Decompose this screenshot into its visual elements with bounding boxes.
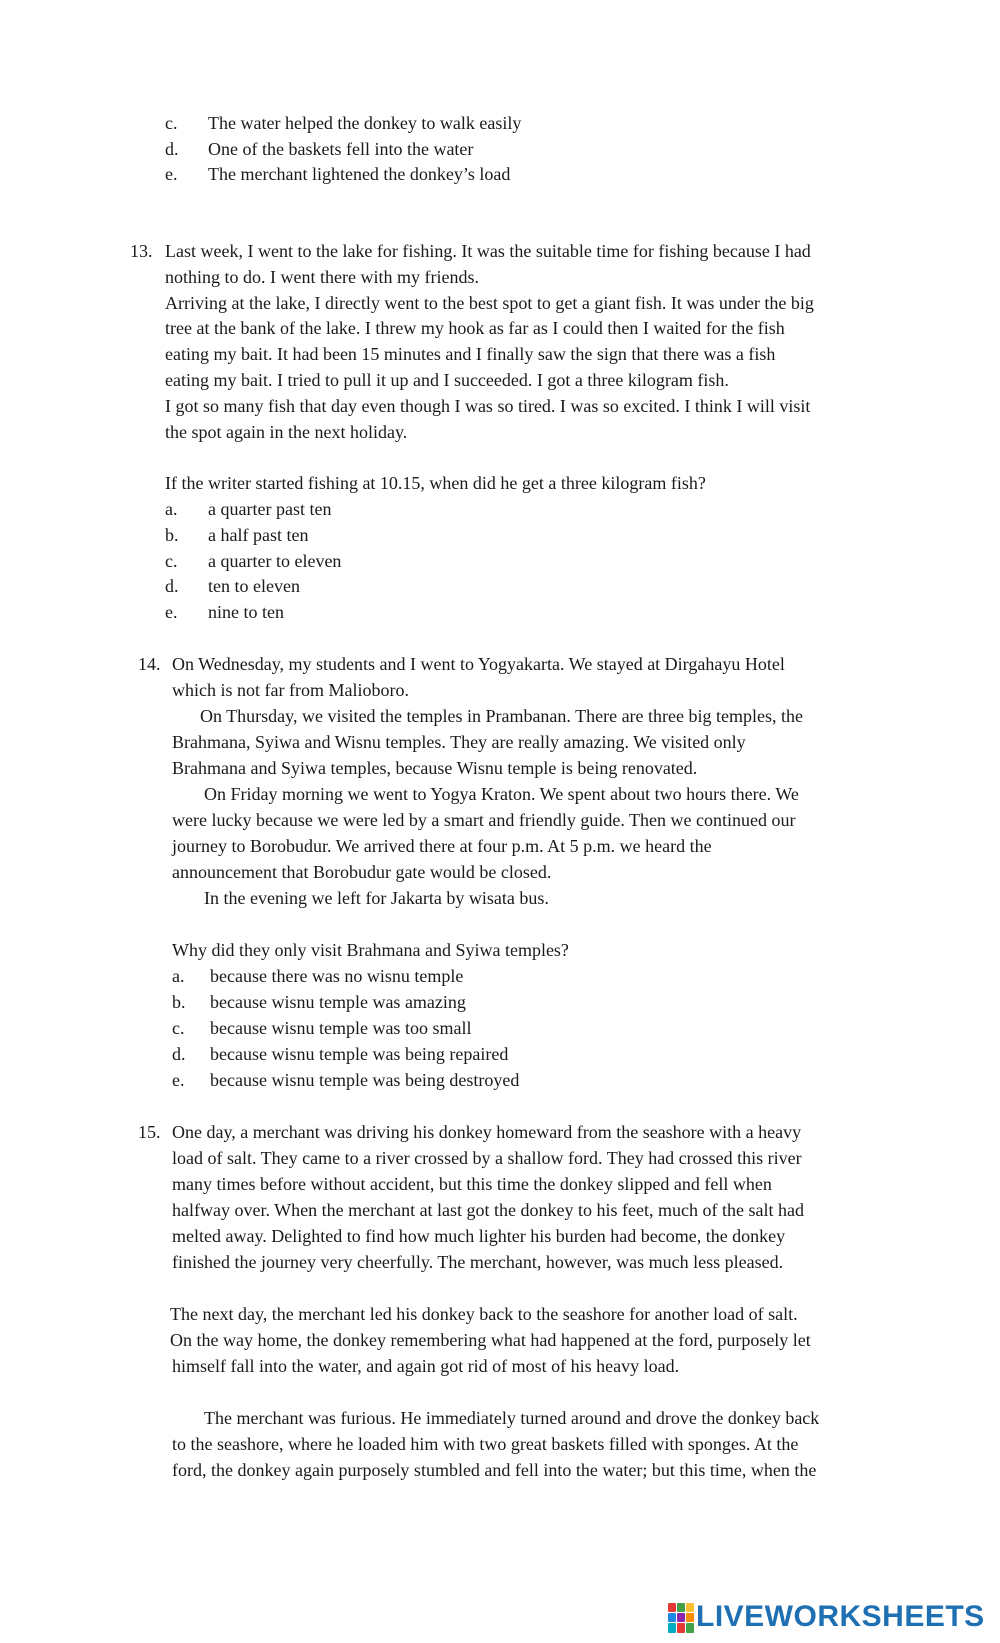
passage-line: eating my bait. It had been 15 minutes and I finally saw the sign that there was a fish bbox=[165, 344, 776, 364]
passage-line: many times before without accident, but this time the donkey slipped and fell when bbox=[172, 1174, 772, 1194]
passage-line: Arriving at the lake, I directly went to the best spot to get a giant fish. It was under the big bbox=[165, 293, 814, 313]
passage-line: Brahmana and Syiwa temples, because Wisnu temple is being renovated. bbox=[172, 758, 698, 778]
passage-line: finished the journey very cheerfully. The merchant, however, was much less pleased. bbox=[172, 1252, 784, 1272]
passage-line: On Wednesday, my students and I went to Yogyakarta. We stayed at Dirgahayu Hotel bbox=[172, 654, 785, 674]
passage-line: On the way home, the donkey remembering what had happened at the ford, purposely let bbox=[170, 1330, 811, 1350]
passage-line: himself fall into the water, and again got rid of most of his heavy load. bbox=[172, 1356, 680, 1376]
passage-line: the spot again in the next holiday. bbox=[165, 422, 408, 442]
liveworksheets-logo-icon bbox=[668, 1603, 692, 1631]
option-letter: a. bbox=[165, 499, 178, 519]
option-letter: d. bbox=[165, 139, 179, 159]
option-text: because wisnu temple was being repaired bbox=[210, 1044, 509, 1064]
passage-line: Last week, I went to the lake for fishing. It was the suitable time for fishing because I had bbox=[165, 241, 811, 261]
option-text: because there was no wisnu temple bbox=[210, 966, 464, 986]
passage-line: The merchant was furious. He immediately turned around and drove the donkey back bbox=[204, 1408, 820, 1428]
logo-text: LIVEWORKSHEETS bbox=[696, 1600, 985, 1633]
passage-line: to the seashore, where he loaded him with two great baskets filled with sponges. At the bbox=[172, 1434, 799, 1454]
option-text: ten to eleven bbox=[208, 576, 300, 596]
passage-line: nothing to do. I went there with my friends. bbox=[165, 267, 479, 287]
passage-line: were lucky because we were led by a smart and friendly guide. Then we continued our bbox=[172, 810, 796, 830]
passage-line: load of salt. They came to a river crossed by a shallow ford. They had crossed this river bbox=[172, 1148, 802, 1168]
option-letter: c. bbox=[165, 551, 178, 571]
option-letter: d. bbox=[165, 576, 179, 596]
passage-line: One day, a merchant was driving his donkey homeward from the seashore with a heavy bbox=[172, 1122, 802, 1142]
option-text: a half past ten bbox=[208, 525, 309, 545]
option-text: a quarter past ten bbox=[208, 499, 332, 519]
question-text: If the writer started fishing at 10.15, when did he get a three kilogram fish? bbox=[165, 473, 706, 493]
option-text: The water helped the donkey to walk easily bbox=[208, 113, 522, 133]
liveworksheets-logo bbox=[668, 1600, 985, 1634]
option-letter: c. bbox=[165, 113, 178, 133]
option-letter: e. bbox=[165, 164, 178, 184]
passage-line: which is not far from Malioboro. bbox=[172, 680, 409, 700]
option-text: a quarter to eleven bbox=[208, 551, 342, 571]
passage-line: eating my bait. I tried to pull it up and I succeeded. I got a three kilogram fish. bbox=[165, 370, 729, 390]
question-text: Why did they only visit Brahmana and Syiwa temples? bbox=[172, 940, 569, 960]
option-letter: e. bbox=[165, 602, 178, 622]
passage-line: ford, the donkey again purposely stumbled and fell into the water; but this time, when the bbox=[172, 1460, 817, 1480]
passage-line: announcement that Borobudur gate would be closed. bbox=[172, 862, 552, 882]
passage-line: Brahmana, Syiwa and Wisnu temples. They are really amazing. We visited only bbox=[172, 732, 746, 752]
passage-line: I got so many fish that day even though I was so tired. I was so excited. I think I will visit bbox=[165, 396, 811, 416]
option-letter: b. bbox=[165, 525, 179, 545]
option-letter: e. bbox=[172, 1070, 185, 1090]
option-letter: c. bbox=[172, 1018, 185, 1038]
passage-line: journey to Borobudur. We arrived there at four p.m. At 5 p.m. we heard the bbox=[172, 836, 712, 856]
passage-line: halfway over. When the merchant at last got the donkey to his feet, much of the salt had bbox=[172, 1200, 804, 1220]
option-letter: d. bbox=[172, 1044, 186, 1064]
option-text: One of the baskets fell into the water bbox=[208, 139, 474, 159]
passage-line: The next day, the merchant led his donkey back to the seashore for another load of salt. bbox=[170, 1304, 798, 1324]
question-number: 14. bbox=[138, 654, 161, 674]
option-letter: b. bbox=[172, 992, 186, 1012]
passage-line: tree at the bank of the lake. I threw my hook as far as I could then I waited for the fish bbox=[165, 318, 785, 338]
question-number: 13. bbox=[130, 241, 153, 261]
option-text: because wisnu temple was being destroyed bbox=[210, 1070, 520, 1090]
passage-line: On Thursday, we visited the temples in Prambanan. There are three big temples, the bbox=[200, 706, 803, 726]
option-letter: a. bbox=[172, 966, 185, 986]
passage-line: melted away. Delighted to find how much lighter his burden had become, the donkey bbox=[172, 1226, 786, 1246]
option-text: because wisnu temple was amazing bbox=[210, 992, 466, 1012]
option-text: nine to ten bbox=[208, 602, 284, 622]
passage-line: In the evening we left for Jakarta by wisata bus. bbox=[204, 888, 549, 908]
question-number: 15. bbox=[138, 1122, 161, 1142]
option-text: because wisnu temple was too small bbox=[210, 1018, 472, 1038]
option-text: The merchant lightened the donkey’s load bbox=[208, 164, 511, 184]
passage-line: On Friday morning we went to Yogya Kraton. We spent about two hours there. We bbox=[204, 784, 799, 804]
